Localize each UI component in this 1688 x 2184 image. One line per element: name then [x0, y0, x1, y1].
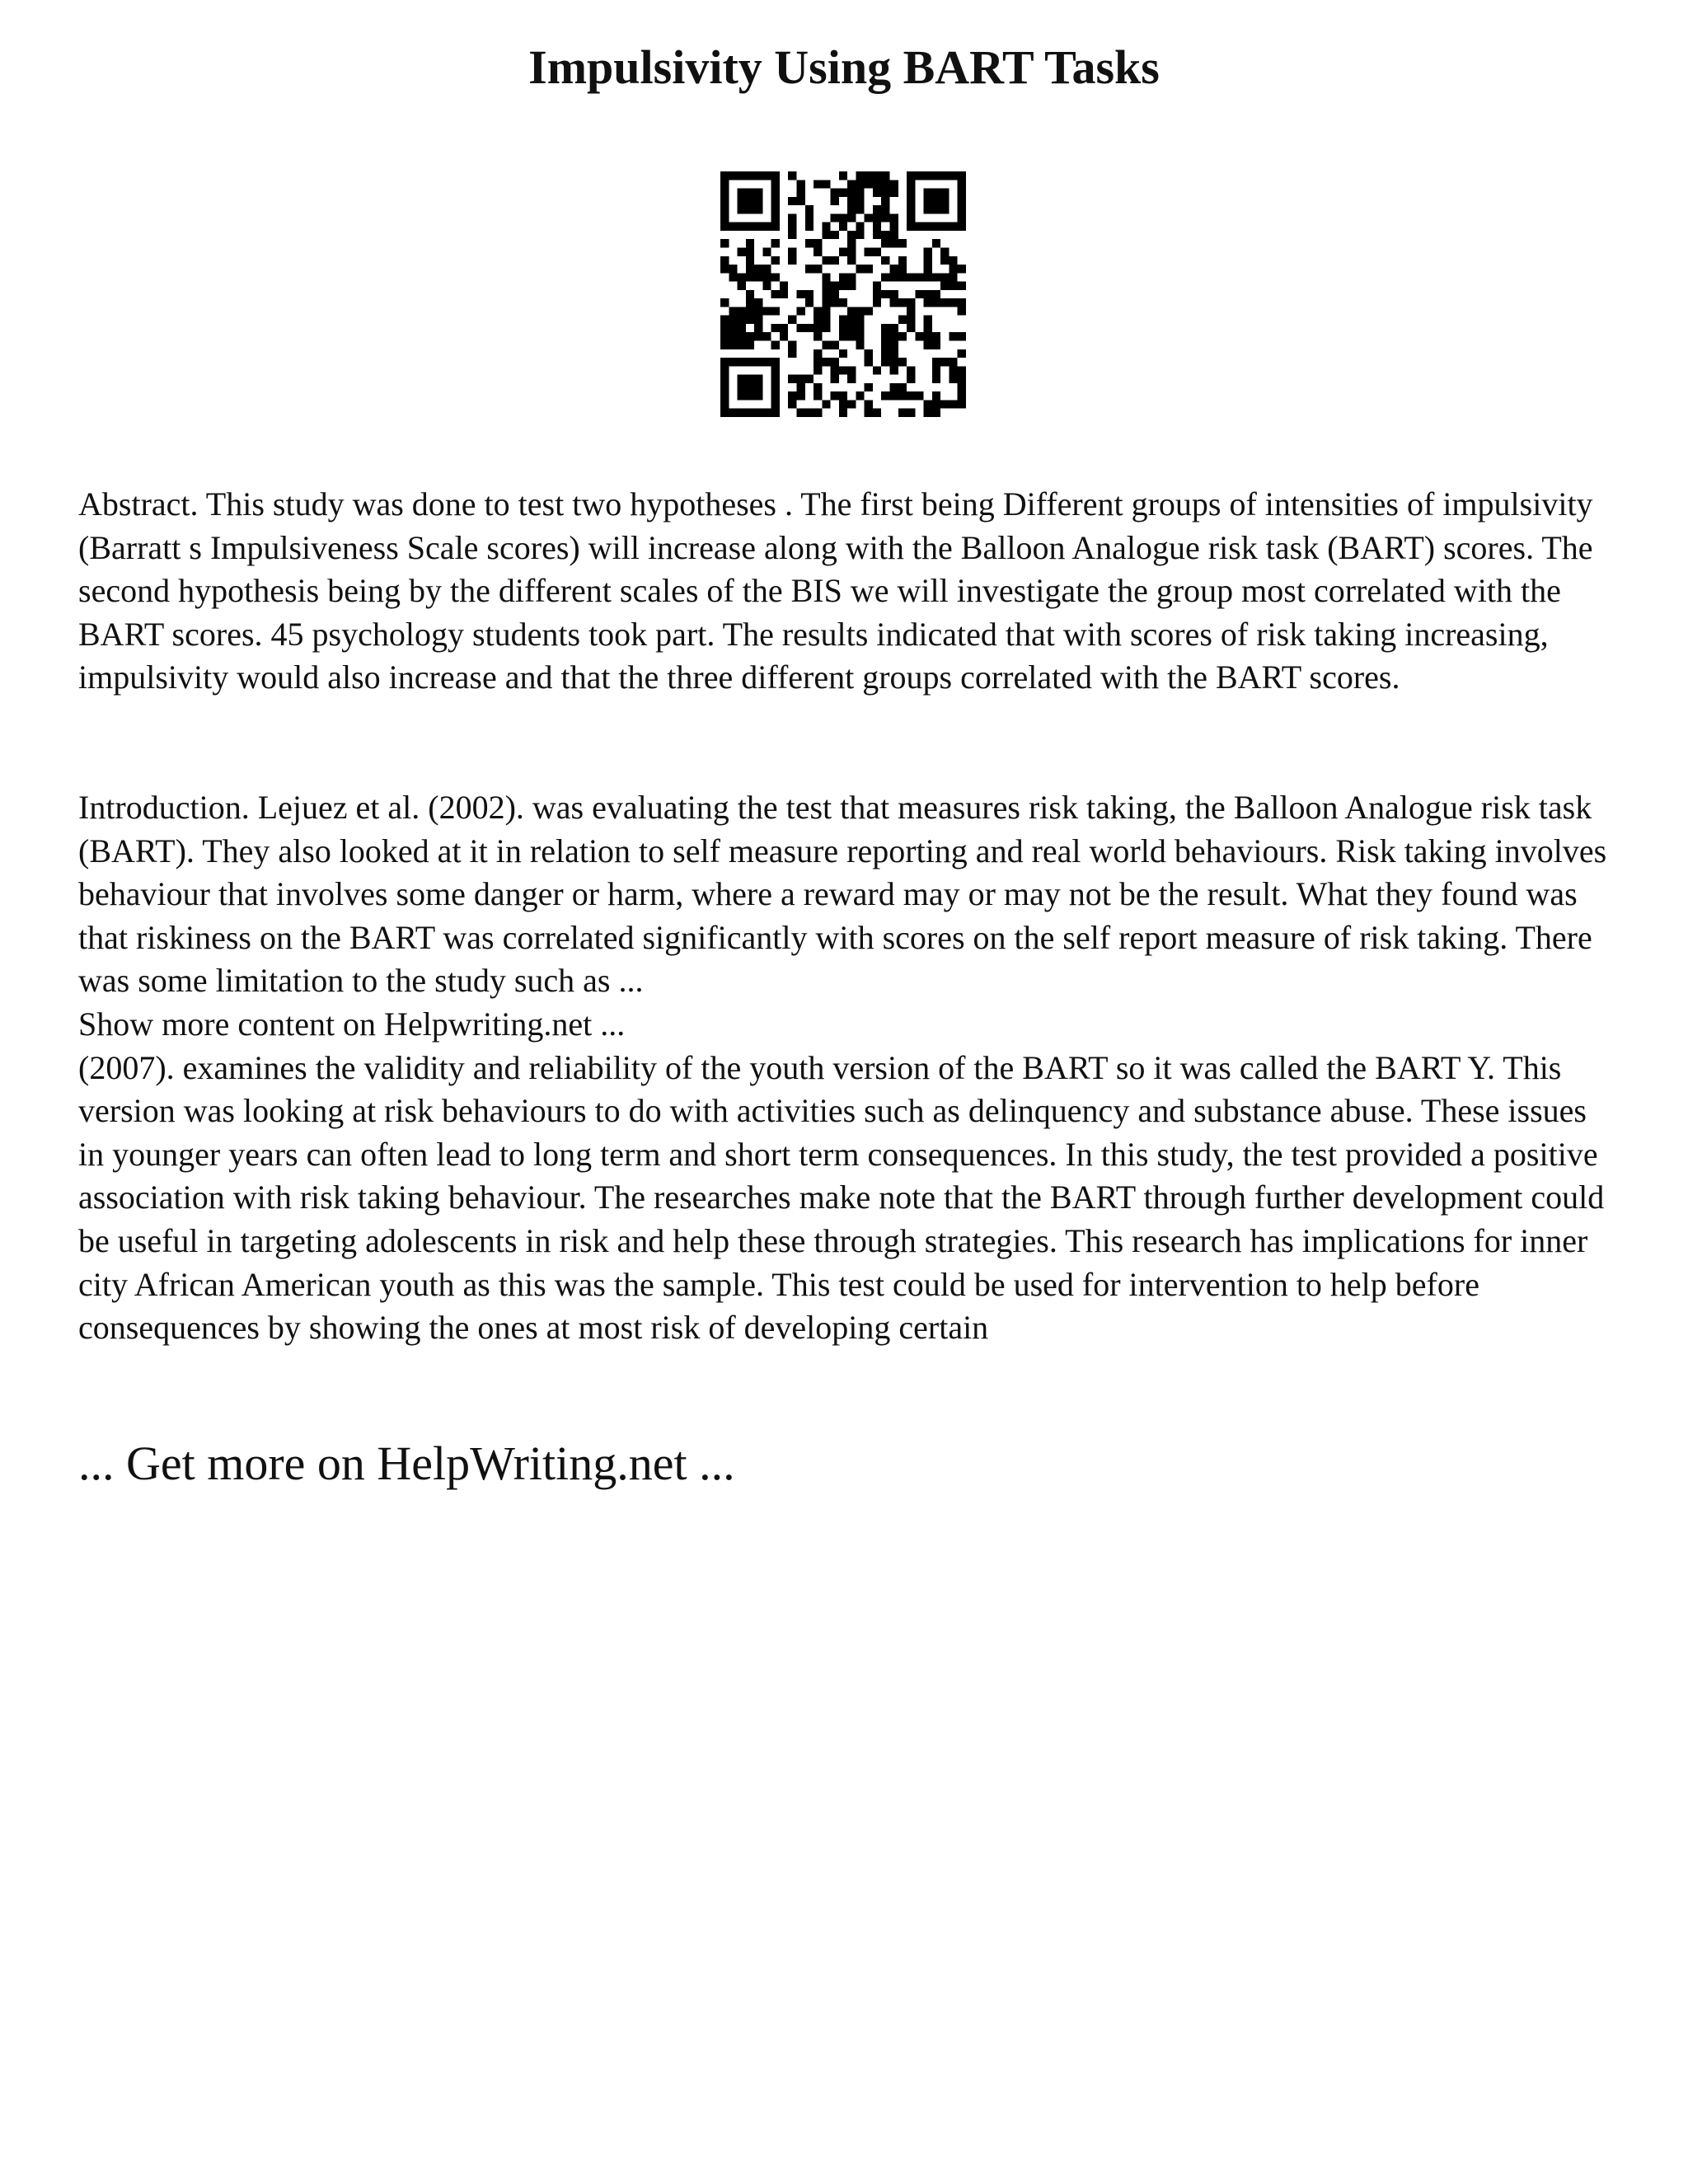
abstract-paragraph: Abstract. This study was done to test two hypotheses . The first being Different groups of intensities of impulsivity (Barratt s Impulsiveness Scale scores) will increase along with the Balloon Analogue risk task (BART) scores. The second hypothesis being by the different scales of the BIS we will investigate the group most correlated with the BART scores. 45 psychology students took part. The results indicated that with scores of risk taking increasing, impulsivity would also increase and that the three different groups correlated with the BART scores. — [78, 485, 1593, 696]
document-title: Impulsivity Using BART Tasks — [528, 40, 1160, 94]
get-more-link[interactable]: ... Get more on HelpWriting.net ... — [78, 1436, 735, 1490]
continuation-paragraph: (2007). examines the validity and reliability of the youth version of the BART so it was called the BART Y. This version was looking at risk behaviours to do with activities such as delinquency and substance abuse. These issues in younger years can often lead to long term and short term consequences. In this study, the test provided a positive association with risk taking behaviour. The researches make note that the BART through further development could be useful in targeting adolescents in risk and help these through strategies. This research has implications for inner city African American youth as this was the sample. This test could be used for intervention to help before consequences by showing the ones at most risk of developing certain — [78, 1048, 1605, 1347]
introduction-section — [78, 786, 1620, 1350]
qr-code-icon — [720, 171, 966, 417]
introduction-paragraph: Introduction. Lejuez et al. (2002). was evaluating the test that measures risk taking, the Balloon Analogue risk task (BART). They also looked at it in relation to self measure reporting and real world behaviours. Risk taking involves behaviour that involves some danger or harm, where a reward may or may not be the result. What they found was that riskiness on the BART was correlated significantly with scores on the self report measure of risk taking. There was some limitation to the study such as ... — [78, 789, 1607, 1000]
show-more-link[interactable]: Show more content on Helpwriting.net ... — [78, 1005, 626, 1043]
